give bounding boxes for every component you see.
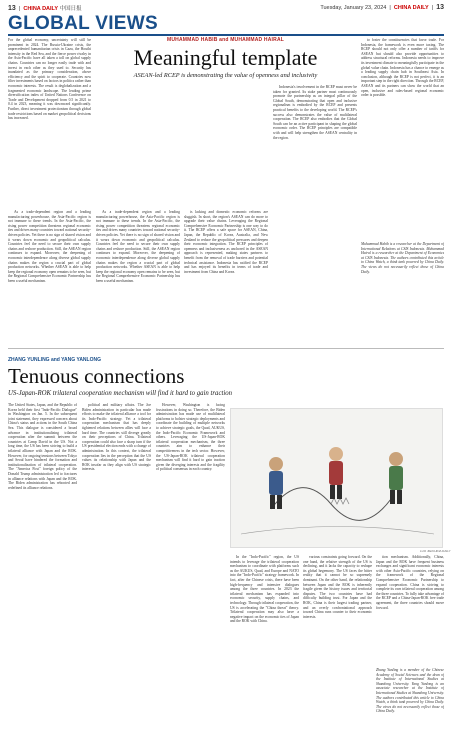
article2-headline: Tenuous connections: [8, 364, 185, 388]
article2-text: In the "Indo-Pacific" region, the US intends to leverage the trilateral cooperation mechanism to coordinate with platforms such as the AUKUS, Quad, and Europe and NATO into the "Indo-Pacific" strategy framework. In fact, after the Chinese crisis, there have been high-frequency and intensive dialogues among the three countries. In 2023 the trilateral mechanism has expanded into economic security, supply chains, and technology. Through trilateral cooperation, the US is accelerating the "China threat" theory. Trilateral cooperation may also have a negative impact on the economic ties of Japan and the ROK with China.: [230, 555, 299, 624]
page-number-left: 13: [8, 5, 16, 12]
section-rule: [8, 34, 444, 36]
article1-text: As a trade-dependent region and a leading manufacturing powerhouse, the Asia-Pacific region is not immune to these trends. In the Asia-Pacific, the rising power competition threatens regional economic ties and drives many countries toward national security-driven policies. Yet there is no sign of shared vision and it wears down economic and geopolitical calculus. Countries feel the need to secure their own supply chains and reshore production. Still, the ASEAN region continues to expand. Moreover, the deepening of economic interdependence along diverse global supply chains makes the region a crucial part of global production networks. Whether ASEAN is able to help keep the regional economy open remains to be seen, but the Regional Comprehensive Economic Partnership has been a useful mechanism.: [8, 210, 91, 283]
article1-text: is lacking and domestic economic reforms are sluggish. In short, the region's ASEAN can do more to upgrade their value chains. Leveraging the Regional Comprehensive Economic Partnership is one way to do it. The RCEP offers a safe space for ASEAN, China, Japan, the Republic of Korea, Australia, and New Zealand to reduce the geopolitical pressures and deepen their economic integration. The RCEP principles of openness and inclusiveness as anchored in the ASEAN approach is represented, making states partners to benefit from the removal of trade barriers and potential technical assistance. Indonesia has ratified the RCEP and has enjoyed its benefits in terms of trade and investment from China and Korea.: [184, 210, 268, 274]
article1-deck: ASEAN-led RCEP is demonstrating the value of openness and inclusivity: [133, 72, 318, 79]
article2-column-5: [303, 555, 372, 743]
article1-column-5: [361, 38, 444, 238]
article1-byline: MUHAMMAD HABIB and MUHAMMAD HAIRAL: [166, 37, 285, 43]
edition-name: CHINA DAILY: [393, 5, 429, 11]
article2-bio: Zhang Yunling is a member of the Chinese Academy of Social Sciences and the dean of the Institute of International Studies at Shandong University. Yang Yanlong is an associate researcher at the Institute of International Studies at Shandong University. The authors contributed this article to China Watch, a think tank powered by China Daily. The views do not necessarily reflect those of China Daily.: [376, 668, 444, 714]
article2-column-1: [8, 403, 77, 743]
illustration-graphic: [231, 409, 443, 548]
article1-text: to foster the constituencies that favor trade. For Indonesia, the framework is even more taxing. The RCEP should not only offer a number of tariffs for ASEAN but should also provide opportunities to address structural reforms. Indonesia needs to improve its investment climate to meaningfully participate in the global value chain. Indonesia has a chance to emerge as a leading supply chain hub in Southeast Asia. In conclusion, although the RCEP is not perfect, it is an important step in the right direction. Through the RCEP, ASEAN and its partners can show the world that an open, inclusive and rules-based regional economic order is possible.: [361, 38, 444, 98]
article1-column-4: [273, 85, 357, 340]
article1-author-bio: [361, 242, 444, 340]
illustration-credit: LUO JIE/CHINA DAILY: [420, 549, 451, 553]
article2-illustration: [230, 408, 443, 548]
article2-text: political and military affairs. The Joe Biden administration in particular has made efforts to make the trilateral alliance a tool for its Indo-Pacific strategy. Yet a trilateral cooperation mechanism that has deeply tightened relations between allies will face a hard time. The countries still diverge greatly on their perceptions of China. Trilateral cooperation could also face a sharp turn if the US presidential election ends with a change of administration. In this context, the trilateral cooperation lies in the perception that the US values its relationship with Japan and the ROK insofar as they align with US strategic interests.: [82, 403, 151, 472]
article1-text: As a trade-dependent region and a leading manufacturing powerhouse, the Asia-Pacific region is not immune to these trends. In the Asia-Pacific, the rising power competition threatens regional economic ties and drives many countries toward national security-driven policies. Yet there is no sign of shared vision and it wears down economic and geopolitical calculus. Countries feel the need to secure their own supply chains and reshore production. Still, the ASEAN region continues to expand. Moreover, the deepening of economic interdependence along diverse global supply chains makes the region a crucial part of global production networks. Whether ASEAN is able to help keep the regional economy open remains to be seen, but the Regional Comprehensive Economic Partnership has been a useful mechanism.: [96, 210, 180, 283]
masthead-chinese: 中国日报: [59, 6, 82, 12]
article-separator: [8, 348, 444, 349]
article1-column-2: [96, 210, 180, 340]
article2-byline: ZHANG YUNLING and YANG YANLONG: [8, 357, 101, 363]
section-title: GLOBAL VIEWS: [8, 13, 158, 34]
page-number: 13: [436, 4, 444, 11]
article2-text: The United States, Japan, and the Republic of Korea held their first "Indo-Pacific Dialogue" in Washington on Jan. 5. In the subsequent joint statement, they expressed concern about China's status and actions in the South China Sea. This dialogue is considered a broad advance in institutionalizing trilateral cooperation after the summit between the countries at Camp David in the US. Not a long time, the US has been striving to build a trilateral alliance with Japan and the ROK. However, for ongoing tensions between Tokyo and Seoul have hindered the formation and institutionalization of trilateral cooperation. The "America First" foreign policy of the Donald Trump administration led to fractures in alliance relations with Japan and the ROK. The Biden administration has rebooted and redefined its alliance relations.: [8, 403, 77, 490]
article2-text: tion mechanism. Additionally, China, Japan and the ROK have frequent business exchanges and significant economic interests with other Asia-Pacific countries, relying on the framework of the Regional Comprehensive Economic Partnership to expand cooperation. China is striving to complete its own trilateral cooperation among the three countries. To fully take advantage of the RCEP and a China-Japan-ROK free trade agreement, the three countries should move forward.: [376, 555, 444, 610]
header-right: Tuesday, January 23, 2024 | CHINA DAILY | 13: [320, 4, 444, 11]
article2-column-3: [156, 403, 225, 743]
article1-column-3: [184, 210, 268, 340]
article2-author-bio: [376, 668, 444, 743]
article2-column-2: [82, 403, 151, 743]
masthead-logo: CHINA DAILY: [23, 6, 59, 12]
article1-headline: Meaningful template: [133, 45, 318, 70]
article2-column-4: [230, 555, 299, 743]
article2-text: various constraints going forward. On the one hand, the relative strength of the US is declining, and it lacks the capacity to reshape its global hegemony. The US faces the bitter reality that it cannot be so supremely dominant. On the other hand, the relationship between Japan and the ROK is inherently fragile given the history issues and territorial disputes. The two countries have had difficulty building trust. For Japan and the ROK, China is their largest trading partner, and an overly confrontational approach toward China runs counter to their economic interests.: [303, 555, 372, 619]
header-left: 13 | CHINA DAILY 中国日报: [8, 5, 82, 12]
issue-date: Tuesday, January 23, 2024: [320, 5, 387, 11]
article2-column-6: [376, 555, 444, 665]
article1-column-1b: [8, 210, 91, 340]
article2-deck: US-Japan-ROK trilateral cooperation mechanism will find it hard to gain traction: [8, 390, 233, 397]
article2-text: However, Washington is facing frustrations in doing so. Therefore, the Biden administration has made use of multilateral platforms to bolster strategic deployments and coordinate the building of multiple networks to achieve strategic goals, the Quad, AUKUS, the Indo-Pacific Economic Framework and others. Leveraging the US-Japan-ROK trilateral cooperation mechanism, the three countries aim to enhance their competitiveness in the tech sector. However, the US-Japan-ROK trilateral cooperation mechanism will find it hard to gain traction given the diverging interests and the fragility of political consensus in each country.: [156, 403, 225, 472]
page-header: [8, 3, 444, 12]
article1-text: Indonesia's involvement in the RCEP must never be taken for granted. Its stake partner must continuously promote the partnership as an integral pillar of the Global South, demonstrating that open and inclusive regionalism is embodied by the RCEP and presents practical benefits to the developing world. The RCEP's success also demonstrates the value of multilateral cooperation. The RCEP also embodies that the Global South can be an active participant in shaping the global economic order. The RCEP principles are compatible with and will help strengthen the ASEAN centrality in the region.: [273, 85, 357, 140]
article1-text: For the global economy, uncertainty will still be prominent in 2024. The Russia-Ukraine crisis, the unprecedented humanitarian crisis in Gaza, the Houthi intensity in the Red Sea, and the fierce power rivalry in the Asia-Pacific have all taken a toll on global supply chains. Countries can no longer easily trade with and invest in each other as they used to. Security has inundated as the primary consideration, above efficiency and the spirit to cooperate. Countries now filter investments based on factors in politics rather than economic interests. The result is deglobalization and a fragmented economic landscape. The leading prime diversification index of United Nations Conference on Trade and Development dropped from 0.5 in 2021 to 0.4 in 2023, meaning it was downward significantly. Further, direct investment protectionism through global trade restrictions based on market geopolitical decisions has increased.: [8, 38, 91, 121]
article1-bio: Muhammad Habib is a researcher at the Department of International Relations at CSIS Indonesia. Muhammad Hairal is a researcher at the Department of Economics at CSIS Indonesia. The authors contributed this article to China Watch, a think tank powered by China Daily. The views do not necessarily reflect those of China Daily.: [361, 242, 444, 274]
